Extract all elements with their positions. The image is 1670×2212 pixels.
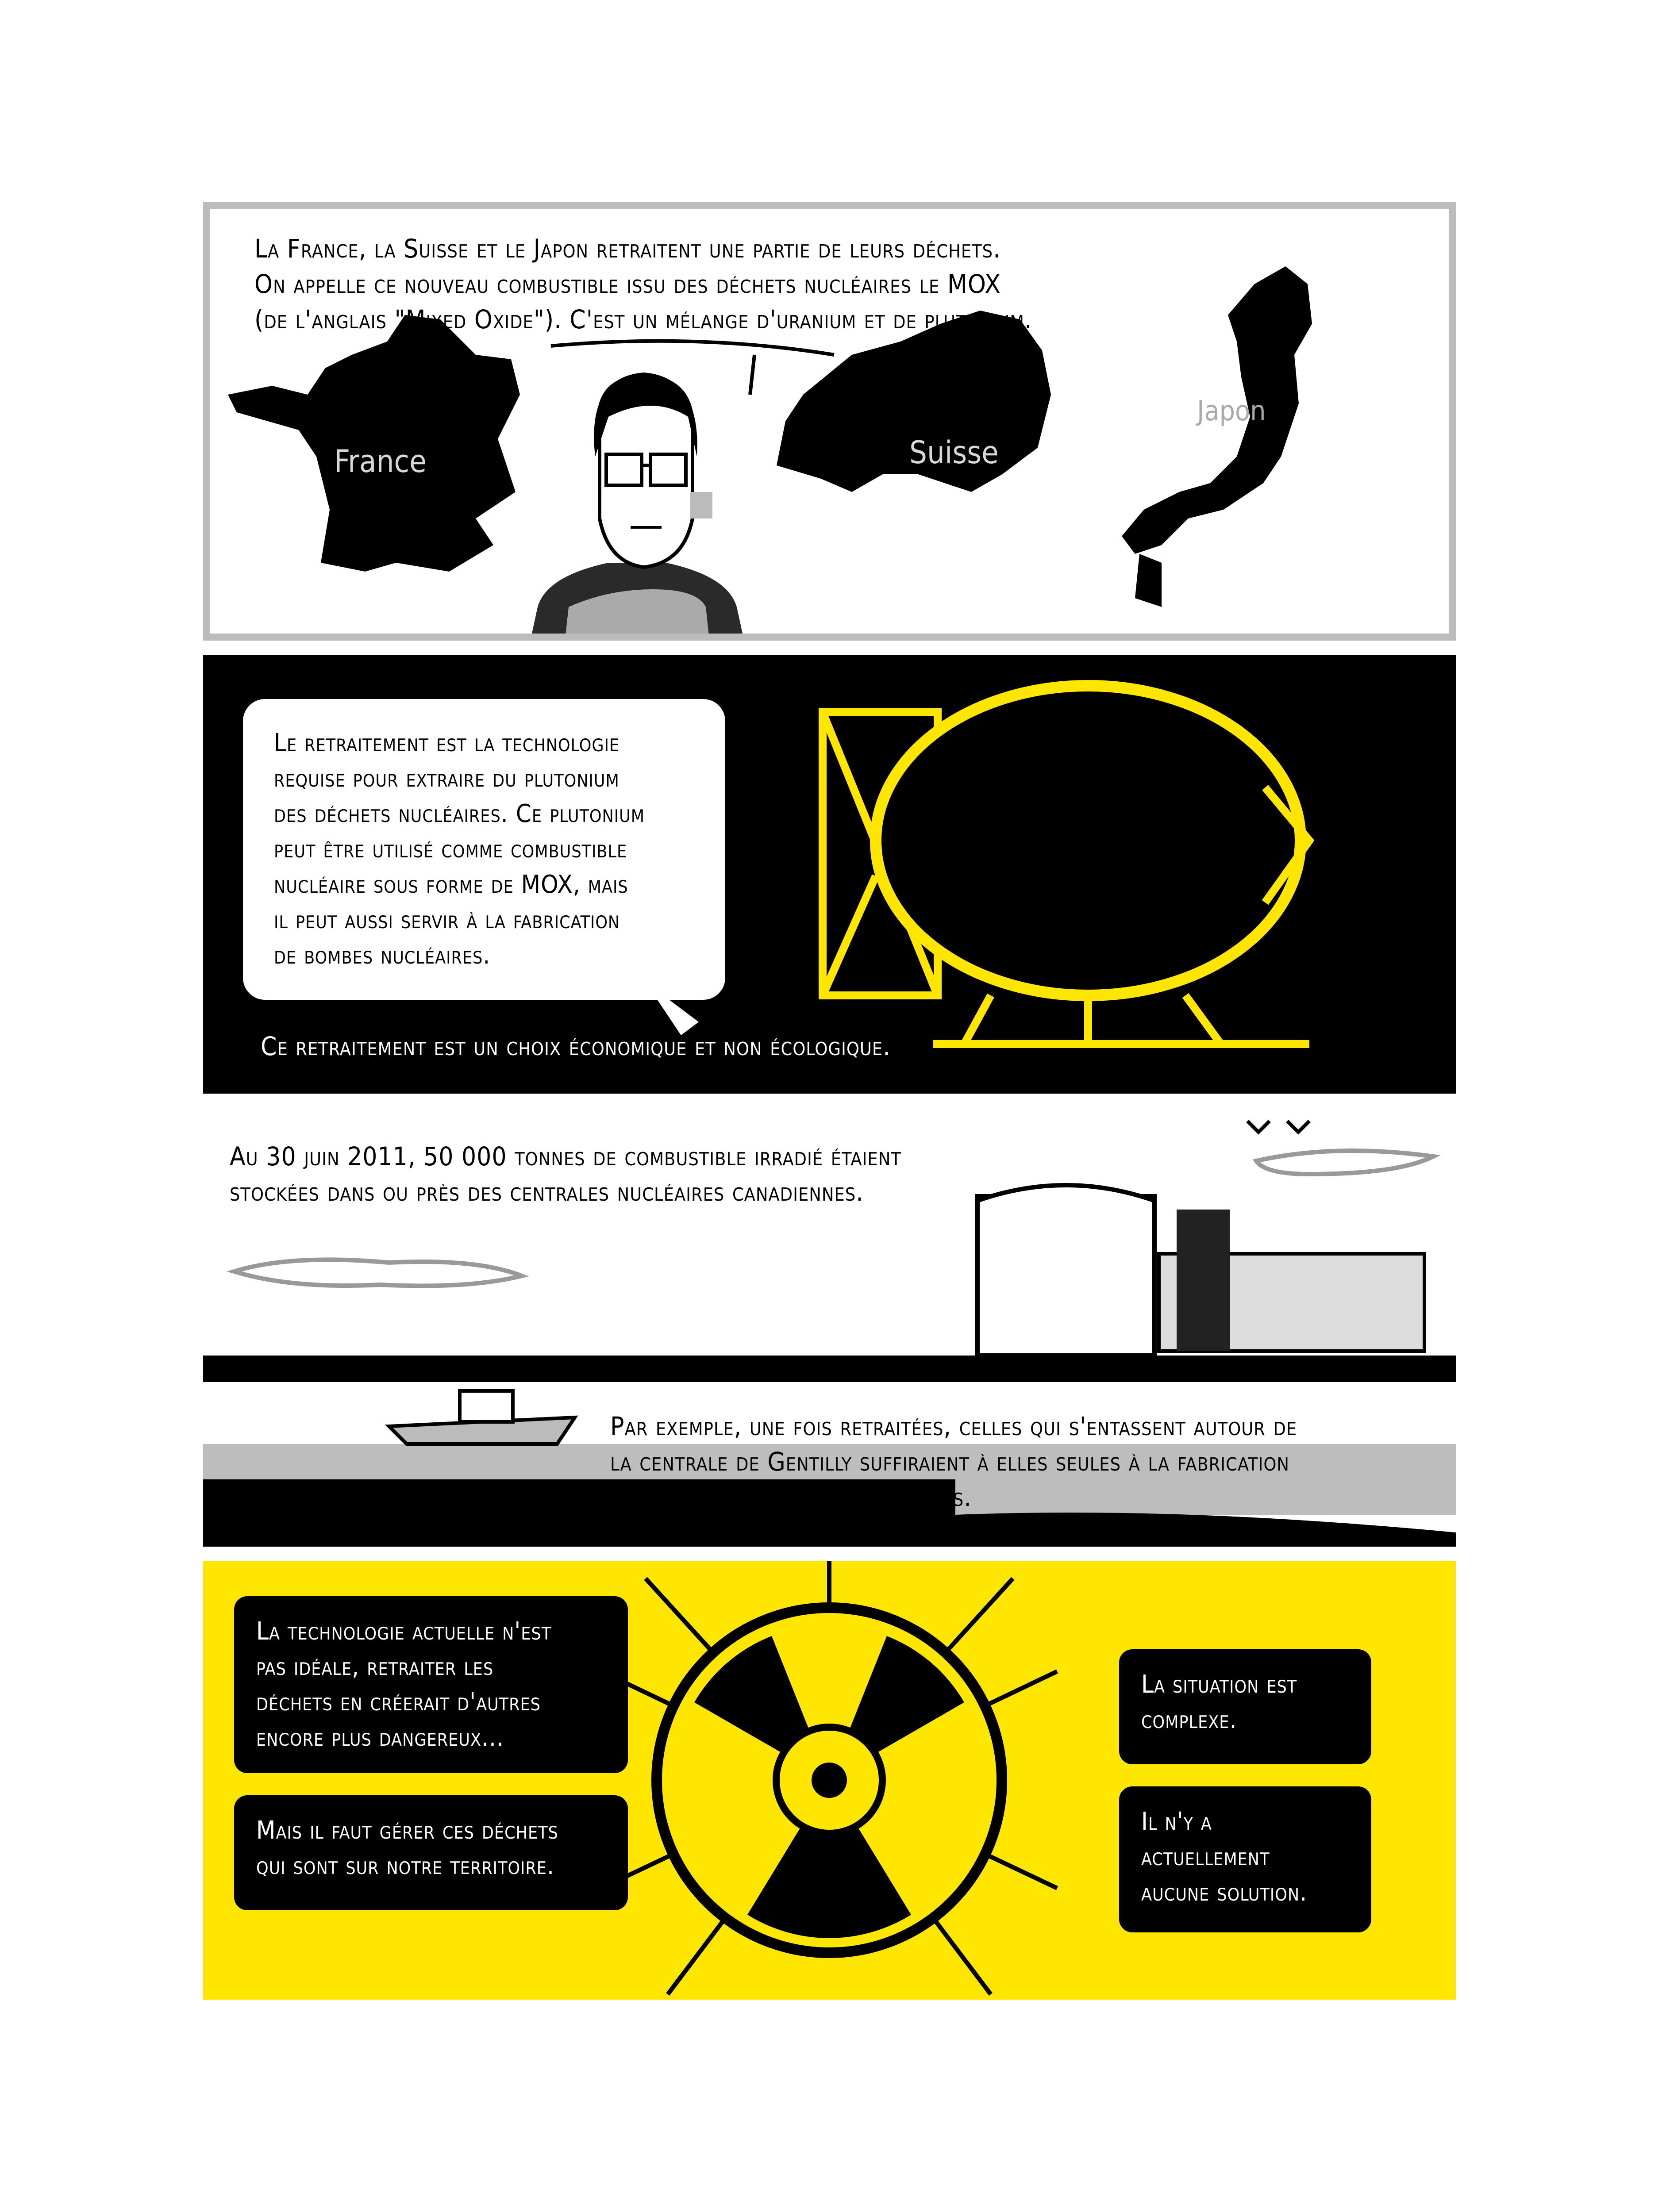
cloud-icon (234, 1260, 522, 1286)
box-line: aucune solution. (1141, 1878, 1308, 1907)
box-aucune-solution (1119, 1786, 1371, 1932)
bomb-illustration (203, 655, 1456, 1094)
bubble-line: Le retraitement est la technologie (274, 729, 620, 757)
cloud-icon (1256, 1151, 1433, 1174)
bubble-line: nucléaire sous forme de MOX, mais (274, 870, 628, 899)
box-line: pas idéale, retraiter les (256, 1652, 494, 1681)
bird-icon (1247, 1121, 1309, 1132)
caption-line: La France, la Suisse et le Japon retraitent une partie de leurs déchets. (254, 234, 1001, 264)
panel2-caption: Ce retraitement est un choix économique et non écologique. (261, 1031, 891, 1061)
box-gerer-dechets (234, 1795, 628, 1910)
bubble-line: il peut aussi servir à la fabrication (274, 906, 620, 934)
caption-line: On appelle ce nouveau combustible issu des déchets nucléaires le MOX (254, 269, 1001, 299)
panel-radioactivite (203, 1561, 1456, 2000)
box-line: La situation est (1141, 1670, 1297, 1699)
bomb-icon (823, 686, 1309, 1044)
box-technologie (234, 1596, 628, 1773)
caption-line: la centrale de Gentilly suffiraient à elles seules à la fabrication (610, 1447, 1289, 1477)
panel-retraitement (203, 655, 1456, 1094)
box-line: actuellement (1141, 1843, 1270, 1871)
box-line: Mais il faut gérer ces déchets (256, 1816, 558, 1845)
caption-line: Par exemple, une fois retraitées, celles qui s'entassent autour de (610, 1411, 1297, 1441)
suisse-label: Suisse (909, 434, 999, 471)
box-line: Il n'y a (1141, 1807, 1212, 1836)
caption-line: Au 30 juin 2011, 50 000 tonnes de combustible irradié étaient (230, 1141, 901, 1171)
bubble-line: de bombes nucléaires. (274, 941, 491, 970)
box-line: déchets en créerait d'autres (256, 1688, 541, 1717)
bubble-line: des déchets nucléaires. Ce plutonium (274, 799, 645, 828)
box-line: complexe. (1141, 1705, 1237, 1734)
speech-tail (551, 341, 834, 355)
panel-centrale (203, 1108, 1456, 1547)
narrator-character (529, 373, 746, 641)
box-line: La technologie actuelle n'est (256, 1617, 552, 1646)
box-line: encore plus dangereux... (256, 1723, 504, 1752)
box-line: qui sont sur notre territoire. (256, 1851, 554, 1880)
box-situation (1119, 1649, 1371, 1764)
bubble-line: peut être utilisé comme combustible (274, 835, 627, 864)
panel3-caption-bottom (610, 1409, 1297, 1515)
caption-line: (de l'anglais "Mixed Oxide"). C'est un mélange d'uranium et de plutonium. (254, 304, 1032, 334)
panel-maps (203, 202, 1456, 641)
panel1-art (210, 209, 1456, 641)
bubble-line: requise pour extraire du plutonium (274, 764, 620, 793)
caption-line: de centaines de bombes nucléaires. (610, 1482, 972, 1512)
france-label: France (334, 443, 427, 480)
japon-label: Japon (1197, 395, 1266, 427)
caption-line: stockées dans ou près des centrales nucléaires canadiennes. (230, 1177, 864, 1207)
